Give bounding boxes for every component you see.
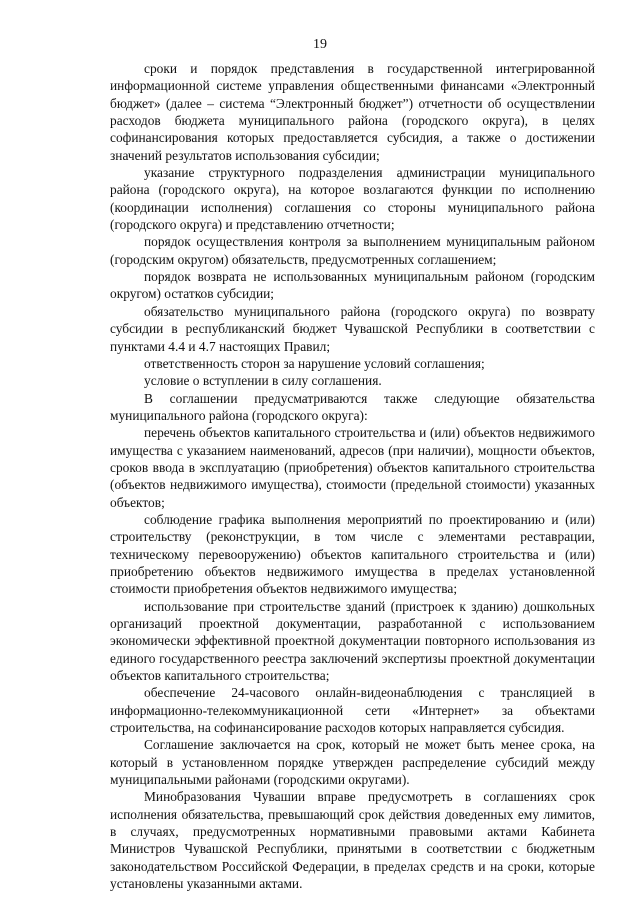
paragraph-reporting-deadlines: сроки и порядок представления в государственной интегрированной информационной системе управления общественными финансами «Электронный бюджет» (далее – система “Электронный бюджет”) отчетности об осуществлении расходов бюджета муниципального района (городского округа), в целях софинансирования которых предоставляется субсидия, а также о достижении значений результатов использования субсидии; xyxy=(110,61,595,163)
paragraph-liability: ответственность сторон за нарушение условий соглашения; xyxy=(144,355,485,371)
paragraph-responsible-unit: указание структурного подразделения администрации муниципального района (городского округа), на которое возлагаются функции по исполнению (координации исполнения) соглашения со стороны муниципального района (городского округа) и представлению отчетности; xyxy=(110,165,595,233)
paragraph-agreement-term: Соглашение заключается на срок, который не может быть менее срока, на который в установленном порядке утвержден распределение субсидий между муниципальными районами (городскими округами). xyxy=(110,737,595,788)
paragraph-object-list: перечень объектов капитального строительства и (или) объектов недвижимого имущества с указанием наименований, адресов (при наличии), мощности объектов, сроков ввода в эксплуатацию (приобретения) объектов капитального строительства (объектов недвижимого имущества), стоимости (предельной стоимости) указанных объектов; xyxy=(110,425,595,510)
paragraph-design-documentation: использование при строительстве зданий (пристроек к зданию) дошкольных организаций проектной документации, разработанной с использованием экономически эффективной проектной документации повторного использования из единого государственного реестра заключений экспертизы проектной документации объектов капитального строительства; xyxy=(110,598,595,684)
page-number: 19 xyxy=(313,37,327,52)
paragraph-schedule-compliance: соблюдение графика выполнения мероприятий по проектированию и (или) строительству (реконструкции, в том числе с элементами реставрации, техническому перевооружению) объектов капитального строительства и (или) приобретению объектов недвижимого имущества в пределах установленной стоимости приобретения объектов недвижимого имущества; xyxy=(110,511,595,597)
document-body xyxy=(110,60,595,893)
paragraph-control-procedure: порядок осуществления контроля за выполнением муниципальным районом (городским округом) обязательств, предусмотренных соглашением; xyxy=(110,234,595,267)
paragraph-video-surveillance: обеспечение 24-часового онлайн-видеонаблюдения с трансляцией в информационно-телекоммуникационной сети «Интернет» за объектами строительства, на софинансирование расходов которых направляется субсидия. xyxy=(110,685,595,736)
paragraph-entry-into-force: условие о вступлении в силу соглашения. xyxy=(144,373,382,389)
paragraph-return-balances: порядок возврата не использованных муниципальным районом (городским округом) остатков субсидии; xyxy=(110,269,595,302)
paragraph-return-obligation: обязательство муниципального района (городского округа) по возврату субсидии в республиканский бюджет Чувашской Республики в соответствии с пунктами 4.4 и 4.7 настоящих Правил; xyxy=(110,303,595,354)
paragraph-ministry-rights: Минобразования Чувашии вправе предусмотреть в соглашениях срок исполнения обязательства, превышающий срок действия доведенных ему лимитов, в случаях, предусмотренных нормативными правовыми актами Кабинета Министров Чувашской Республики, принятыми в соответствии с бюджетным законодательством Российской Федерации, в пределах средств и на сроки, которые установлены указанными актами. xyxy=(110,789,595,892)
paragraph-additional-obligations: В соглашении предусматриваются также следующие обязательства муниципального района (городского округа): xyxy=(110,390,595,423)
